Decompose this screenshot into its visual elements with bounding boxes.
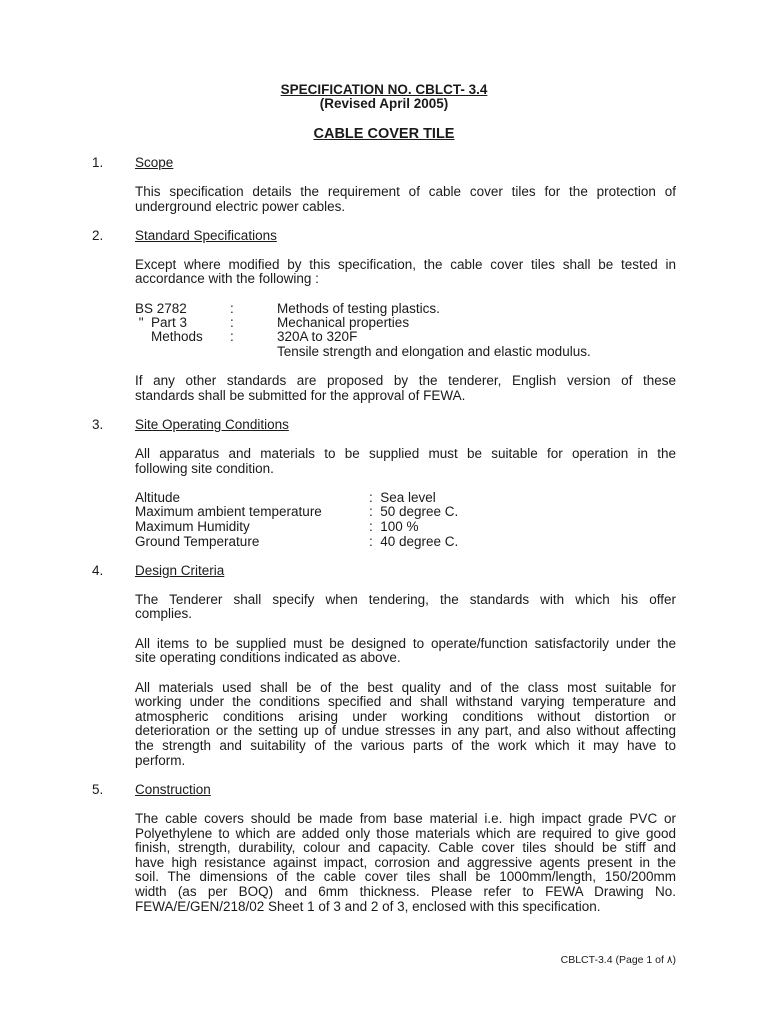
section-4-line: The Tenderer shall specify when tendering, the standards with which his offer [135,592,676,607]
section-4-line: site operating conditions indicated as above. [135,650,401,665]
section-1-heading: Scope [135,155,174,170]
section-3-heading: Site Operating Conditions [135,417,289,432]
standard-description: Mechanical properties [277,315,410,330]
condition-label: Maximum ambient temperature [135,504,322,519]
section-1-line: underground electric power cables. [135,199,346,214]
section-1-number: 1. [92,155,104,170]
page-footer: CBLCT-3.4 (Page 1 of ٨) [560,954,676,966]
condition-value: : 50 degree C. [369,504,459,519]
standard-description: 320A to 320F [277,329,358,344]
section-2-intro-line: accordance with the following : [135,271,319,286]
section-4-number: 4. [92,563,104,578]
section-5-line: Polyethylene to which are added only those materials which are required to give good [135,826,676,841]
section-4-line: perform. [135,753,186,768]
standard-description: Tensile strength and elongation and elastic modulus. [277,344,591,359]
section-3-intro-line: All apparatus and materials to be supplied must be suitable for operation in the [135,446,676,461]
section-4-heading: Design Criteria [135,563,225,578]
section-5-line: width (as per BOQ) and 6mm thickness. Please refer to FEWA Drawing No. [135,884,676,899]
revision-date: (Revised April 2005) [319,96,449,111]
section-5-line: soil. The dimensions of the cable cover tiles shall be 1000mm/length, 150/200mm [135,869,676,884]
standard-name: BS 2782 [135,301,187,316]
section-5-number: 5. [92,782,104,797]
section-5-line: finish, strength, durability, colour and capacity. Cable cover tiles should be stiff and [135,840,676,855]
spec-number: SPECIFICATION NO. CBLCT- 3.4 [280,82,488,97]
section-2-intro-line: Except where modified by this specification, the cable cover tiles shall be tested in [135,257,676,272]
section-4-line: All materials used shall be of the best quality and of the class most suitable for [135,680,676,695]
section-4-line: working under the conditions specified and shall withstand varying temperature and [135,694,676,709]
condition-value: : 40 degree C. [369,534,459,549]
section-4-line: atmospheric conditions arising under working conditions without distortion or [135,709,676,724]
document-title: CABLE COVER TILE [313,126,455,142]
section-2-number: 2. [92,228,104,243]
standard-description: Methods of testing plastics. [277,301,440,316]
section-5-heading: Construction [135,782,211,797]
condition-label: Altitude [135,490,181,505]
section-2-heading: Standard Specifications [135,228,277,243]
section-5-line: The cable covers should be made from base material i.e. high impact grade PVC or [135,811,676,826]
standard-name: " Part 3 [135,315,188,330]
section-1-line: This specification details the requirement of cable cover tiles for the protection of [135,184,676,199]
condition-value: : 100 % [369,519,419,534]
section-5-line: FEWA/E/GEN/218/02 Sheet 1 of 3 and 2 of 3, enclosed with this specification. [135,899,601,914]
section-4-line: deterioration or the setting up of undue stresses in any part, and also without affecting [135,723,676,738]
condition-label: Maximum Humidity [135,519,250,534]
section-2-outro-line: If any other standards are proposed by the tenderer, English version of these [135,373,676,388]
section-2-outro-line: standards shall be submitted for the approval of FEWA. [135,388,466,403]
section-5-line: have high resistance against impact, corrosion and aggressive agents present in the [135,855,676,870]
section-3-intro-line: following site condition. [135,461,274,476]
section-4-line: All items to be supplied must be designed to operate/function satisfactorily under the [135,636,676,651]
section-3-number: 3. [92,417,104,432]
standard-separator: : [230,329,234,344]
standard-separator: : [230,315,234,330]
section-4-line: the strength and suitability of the various parts of the work which it may have to [135,738,676,753]
section-4-line: complies. [135,606,193,621]
condition-label: Ground Temperature [135,534,260,549]
standard-name: Methods [151,329,203,344]
condition-value: : Sea level [369,490,436,505]
standard-separator: : [230,301,234,316]
